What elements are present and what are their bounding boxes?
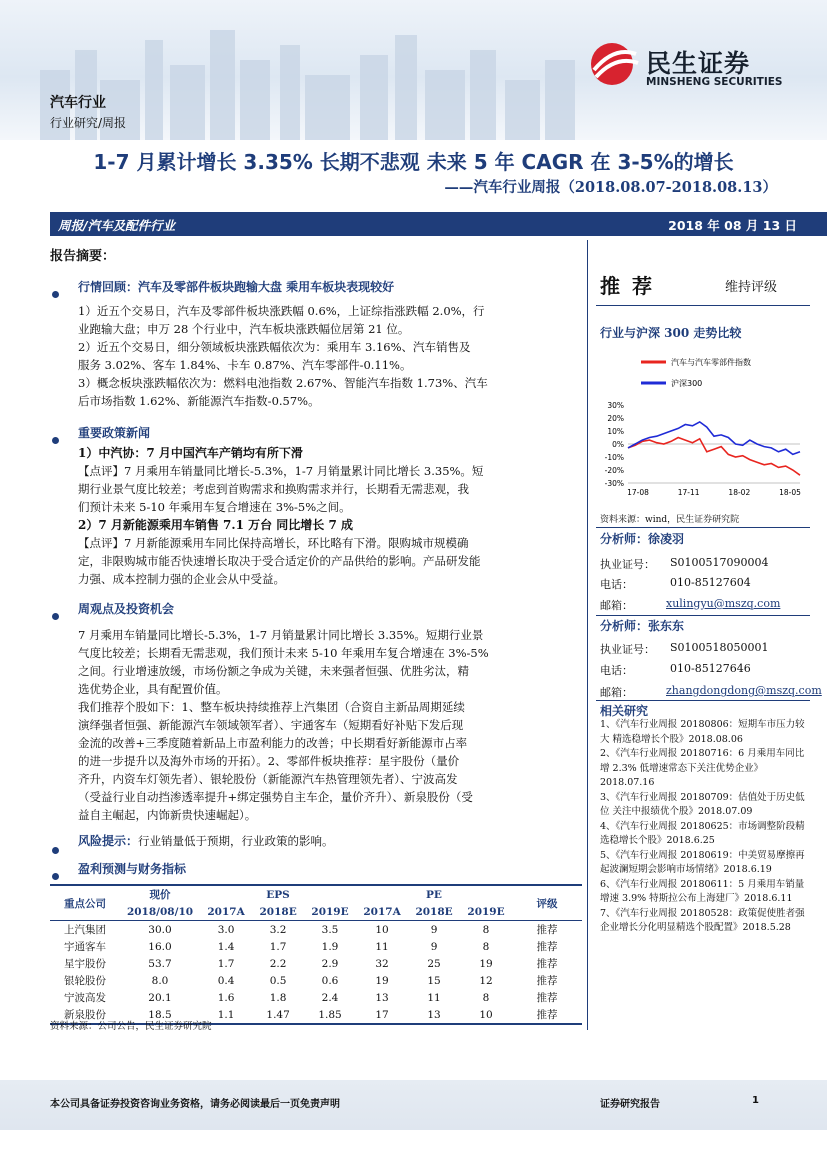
analyst-2-cert-label: 执业证号： [600, 643, 655, 656]
value-cell: 8 [482, 923, 490, 936]
report-title: 1-7 月累计增长 3.35% 长期不悲观 未来 5 年 CAGR 在 3-5%的增长 [93, 150, 734, 174]
series-line-auto-index [628, 438, 800, 476]
analyst-1-tel: 010-85127604 [670, 576, 751, 589]
value-cell: 1.8 [269, 991, 287, 1004]
column-divider [587, 240, 588, 1030]
th-rating: 评级 [536, 897, 558, 910]
th-pe: PE [426, 888, 442, 901]
section-bullet-icon [52, 839, 59, 858]
divider [596, 615, 810, 616]
band-category: 周报/汽车及配件行业 [58, 218, 176, 233]
value-cell: 30.0 [148, 923, 172, 936]
value-cell: 13 [427, 1008, 441, 1021]
news-1-head: 1）中汽协：7 月中国汽车产销均有所下滑 [78, 446, 303, 460]
divider [596, 527, 810, 528]
rating-note: 维持评级 [725, 280, 778, 295]
analyst-1-head: 分析师：徐凌羽 [600, 532, 685, 546]
value-cell: 53.7 [148, 957, 172, 970]
x-tick-label: 18-02 [728, 488, 751, 497]
analyst-2-mail-label: 邮箱： [600, 686, 633, 699]
value-cell: 13 [375, 991, 389, 1004]
report-type: 行业研究/周报 [50, 116, 127, 130]
value-cell: 0.4 [217, 974, 235, 987]
related-item[interactable]: 6、《汽车行业周报 20180611：5 月乘用车销量增速 3.9% 特斯拉公布上海建厂》2018.6.11 [600, 878, 805, 904]
legend-label-hs300: 沪深300 [671, 379, 703, 388]
related-item[interactable]: 1、《汽车行业周报 20180806：短期车市压力较大 精选稳增长个股》2018.08.06 [600, 719, 805, 745]
value-cell: 8 [482, 991, 490, 1004]
value-cell: 9 [430, 923, 438, 936]
company-cell: 宇通客车 [64, 941, 106, 953]
table-row [50, 972, 582, 989]
band-date: 2018 年 08 月 13 日 [668, 218, 797, 233]
y-tick-label: 0% [612, 440, 624, 449]
policy-news-text: 1）中汽协：7 月中国汽车产销均有所下滑 【点评】7 月乘用车销量同比增长-5.3%，1-7 月销量累计同比增长 3.35%。短 期行业景气度比较差；考虑到首购需求和换购需求并行，长期看无需悲观，我 们预计未来 5-10 年乘用车复合增速在 3%-5%之间。 2）7 月新能源乘用车销售 7.1 万台 同比增长 7 成 【点评】7 月新能源乘用车同比保持高增长，环比略有下滑。限购城市规模确 定，非限购城市能否快速增长取决于受合适定价的产品供给的影响。产品研发能 力强、成本控制力强的企业会从中受益。 [78, 444, 578, 588]
rating-value: 推荐 [600, 274, 664, 298]
x-tick-label: 18-05 [779, 488, 801, 497]
analyst-2-tel: 010-85127646 [670, 662, 751, 675]
footer-label: 证券研究报告 [600, 1099, 660, 1110]
trend-chart [596, 345, 810, 507]
y-tick-label: 20% [607, 414, 624, 423]
value-cell: 推荐 [536, 975, 558, 987]
value-cell: 3.2 [269, 923, 287, 936]
analyst-1-name: 徐凌羽 [648, 532, 685, 546]
table-row [50, 921, 582, 939]
value-cell: 9 [430, 940, 438, 953]
section-bullet-icon [52, 605, 59, 624]
risk-note [78, 832, 578, 850]
company-cell: 星宇股份 [64, 958, 106, 970]
company-cell: 银轮股份 [64, 975, 106, 987]
chart-title: 行业与沪深 300 走势比较 [600, 326, 742, 340]
company-cell: 上汽集团 [64, 924, 106, 936]
minsheng-logo-icon [588, 40, 640, 86]
value-cell: 10 [375, 923, 389, 936]
value-cell: 17 [375, 1008, 389, 1021]
th-company: 重点公司 [64, 897, 106, 910]
y-tick-label: -20% [604, 466, 624, 475]
forecast-table: 重点公司 现价 EPS PE 评级 2018/08/10 2017A 2018E 2019E 2017A 2018E 2019E 上汽集团 30.0 3.0 3.2 3.5 10 9 8 推荐 宇通客车 16.0 1.4 1.7 1.9 11 9 8 推荐 星宇股份 53.7 1.7 2.2 2.9 32 25 19 推荐 银轮股份 8.0 0.4 0.5 0.6 19 15 12 推荐 宁波高发 20.1 1.6 1.8 2.4 13 11 8 推荐 新泉股份 18.5 1.1 1.47 1.85 17 13 10 推荐 [50, 884, 582, 1025]
value-cell: 15 [427, 974, 441, 987]
divider [596, 700, 810, 701]
y-tick-label: -30% [604, 479, 624, 488]
value-cell: 18.5 [148, 1008, 172, 1021]
value-cell: 8 [482, 940, 490, 953]
analyst-2-head: 分析师：张东东 [600, 619, 685, 633]
analyst-2-email-link[interactable]: zhangdongdong@mszq.com [666, 684, 822, 697]
brand-name-cn: 民生证券 [646, 49, 751, 78]
value-cell: 1.4 [217, 940, 235, 953]
related-research-list [600, 718, 810, 936]
company-cell: 宁波高发 [64, 992, 106, 1004]
value-cell: 3.5 [321, 923, 339, 936]
section-bullet-icon [52, 865, 59, 884]
value-cell: 11 [427, 991, 441, 1004]
y-tick-label: 10% [607, 427, 624, 436]
x-tick-label: 17-11 [677, 488, 700, 497]
chart-source: 资料来源：wind，民生证券研究院 [600, 515, 740, 525]
value-cell: 1.6 [217, 991, 235, 1004]
table-row [50, 938, 582, 955]
value-cell: 推荐 [536, 1009, 558, 1021]
value-cell: 20.1 [148, 991, 172, 1004]
section-forecast: 盈利预测与财务指标 [78, 862, 187, 876]
value-cell: 19 [375, 974, 389, 987]
abstract-label: 报告摘要： [50, 249, 116, 264]
section-policy-news: 重要政策新闻 [78, 426, 151, 440]
section-bullet-icon [52, 429, 59, 448]
value-cell: 11 [375, 940, 389, 953]
page-number: 1 [752, 1095, 759, 1106]
table-row [50, 989, 582, 1006]
related-research-head: 相关研究 [600, 704, 649, 718]
value-cell: 2.4 [321, 991, 339, 1004]
analyst-1-tel-label: 电话： [600, 578, 633, 591]
value-cell: 16.0 [148, 940, 172, 953]
value-cell: 2.2 [269, 957, 287, 970]
value-cell: 25 [427, 957, 441, 970]
th-price: 现价 [149, 889, 171, 901]
value-cell: 32 [375, 957, 389, 970]
value-cell: 1.47 [266, 1008, 290, 1021]
value-cell: 10 [479, 1008, 493, 1021]
analyst-2-name: 张东东 [648, 619, 685, 633]
value-cell: 0.5 [269, 974, 287, 987]
value-cell: 推荐 [536, 941, 558, 953]
y-tick-label: -10% [604, 453, 624, 462]
analyst-2-cert: S0100518050001 [670, 641, 769, 654]
x-tick-label: 17-08 [627, 488, 649, 497]
footer-disclaimer: 本公司具备证券投资咨询业务资格，请务必阅读最后一页免责声明 [50, 1099, 340, 1110]
divider [596, 305, 810, 306]
table-source: 资料来源：公司公告，民生证券研究院 [50, 1021, 212, 1032]
value-cell: 推荐 [536, 992, 558, 1004]
related-item[interactable]: 7、《汽车行业周报 20180528：政策促使胜者强企业增长分化明显精选个股配置》2018.5.28 [600, 907, 805, 933]
section-market-review: 行情回顾：汽车及零部件板块跑输大盘 乘用车板块表现较好 [78, 280, 395, 294]
news-2-head: 2）7 月新能源乘用车销售 7.1 万台 同比增长 7 成 [78, 518, 353, 532]
analyst-1-cert: S0100517090004 [670, 556, 769, 569]
analyst-1-cert-label: 执业证号： [600, 558, 655, 571]
weekly-view-text: 7 月乘用车销量同比增长-5.3%，1-7 月销量累计同比增长 3.35%。短期行业景 气度比较差；长期看无需悲观，我们预计未来 5-10 年乘用车复合增速在 3%-5% 之间。行业增速放缓，市场份额之争成为关键，未来强者恒强、优胜劣汰，精 选优势企业，具有配置价值。 我们推荐个股如下：1、整车板块持续推荐上汽集团（合资自主新品周期延续 演绎强者恒强、新能源汽车领域领军者）、宇通客车（短期看好补贴下发后现 金流的改善+三季度随着新品上市盈利能力的改善；中长期看好新能源市占率 的进一步提升以及海外市场的开拓）。2、零部件板块推荐：星宇股份（量价 齐升，内资车灯领先者）、银轮股份（新能源汽车热管理领先者）、宁波高发 （受益行业自动挡渗透率提升+绑定强势自主车企，量价齐升）、新泉股份（受 益自主崛起，内饰新贵快速崛起）。 [78, 628, 489, 822]
related-item[interactable]: 3、《汽车行业周报 20180709：估值处于历史低位 关注中报绩优个股》2018.07.09 [600, 791, 805, 817]
th-eps: EPS [266, 888, 290, 901]
related-item[interactable]: 5、《汽车行业周报 20180619：中美贸易摩擦再起波澜短期会影响市场情绪》2018.6.19 [600, 849, 805, 875]
th-price-date: 2018/08/10 [126, 905, 194, 918]
value-cell: 0.6 [321, 974, 339, 987]
risk-text: 行业销量低于预期，行业政策的影响。 [138, 834, 334, 848]
report-subtitle: ——汽车行业周报（2018.08.07-2018.08.13） [444, 179, 777, 196]
y-tick-label: 30% [607, 401, 624, 410]
value-cell: 3.0 [217, 923, 235, 936]
value-cell: 12 [479, 974, 493, 987]
industry-label: 汽车行业 [50, 95, 106, 111]
value-cell: 8.0 [151, 974, 169, 987]
analyst-2-tel-label: 电话： [600, 664, 633, 677]
related-item[interactable]: 2、《汽车行业周报 20180716：6 月乘用车同比增 2.3% 低增速常态下关注优势企业》2018.07.16 [600, 748, 805, 788]
market-review-text: 1）近五个交易日，汽车及零部件板块涨跌幅 0.6%，上证综指涨跌幅 2.0%，行 业跑输大盘；申万 28 个行业中，汽车板块涨跌幅位居第 21 位。 2）近五个交易日，细分领域板块涨跌幅依次为：乘用车 3.16%、汽车销售及 服务 3.02%、客车 1.84%、卡车 0.87%、汽车零部件-0.11%。 3）概念板块涨跌幅依次为：燃料电池指数 2.67%、智能汽车指数 1.73%、汽车 后市场指数 1.62%、新能源汽车指数-0.57%。 [78, 304, 488, 408]
analyst-1-mail-label: 邮箱： [600, 599, 633, 612]
section-weekly-view: 周观点及投资机会 [78, 602, 175, 616]
value-cell: 1.7 [269, 940, 287, 953]
legend-label-auto: 汽车与汽车零部件指数 [671, 358, 751, 367]
related-item[interactable]: 4、《汽车行业周报 20180625：市场调整阶段精选稳增长个股》2018.6.25 [600, 820, 805, 846]
value-cell: 1.85 [318, 1008, 342, 1021]
value-cell: 2.9 [321, 957, 339, 970]
value-cell: 19 [479, 957, 493, 970]
value-cell: 推荐 [536, 924, 558, 936]
risk-label: 风险提示： [78, 834, 139, 848]
value-cell: 1.9 [321, 940, 339, 953]
table-row [50, 955, 582, 972]
value-cell: 推荐 [536, 958, 558, 970]
section-bullet-icon [52, 283, 59, 302]
analyst-1-email-link[interactable]: xulingyu@mszq.com [666, 597, 781, 610]
brand-name-en: MINSHENG SECURITIES [646, 76, 783, 88]
value-cell: 1.1 [217, 1008, 235, 1021]
company-cell: 新泉股份 [64, 1009, 106, 1021]
value-cell: 1.7 [217, 957, 235, 970]
